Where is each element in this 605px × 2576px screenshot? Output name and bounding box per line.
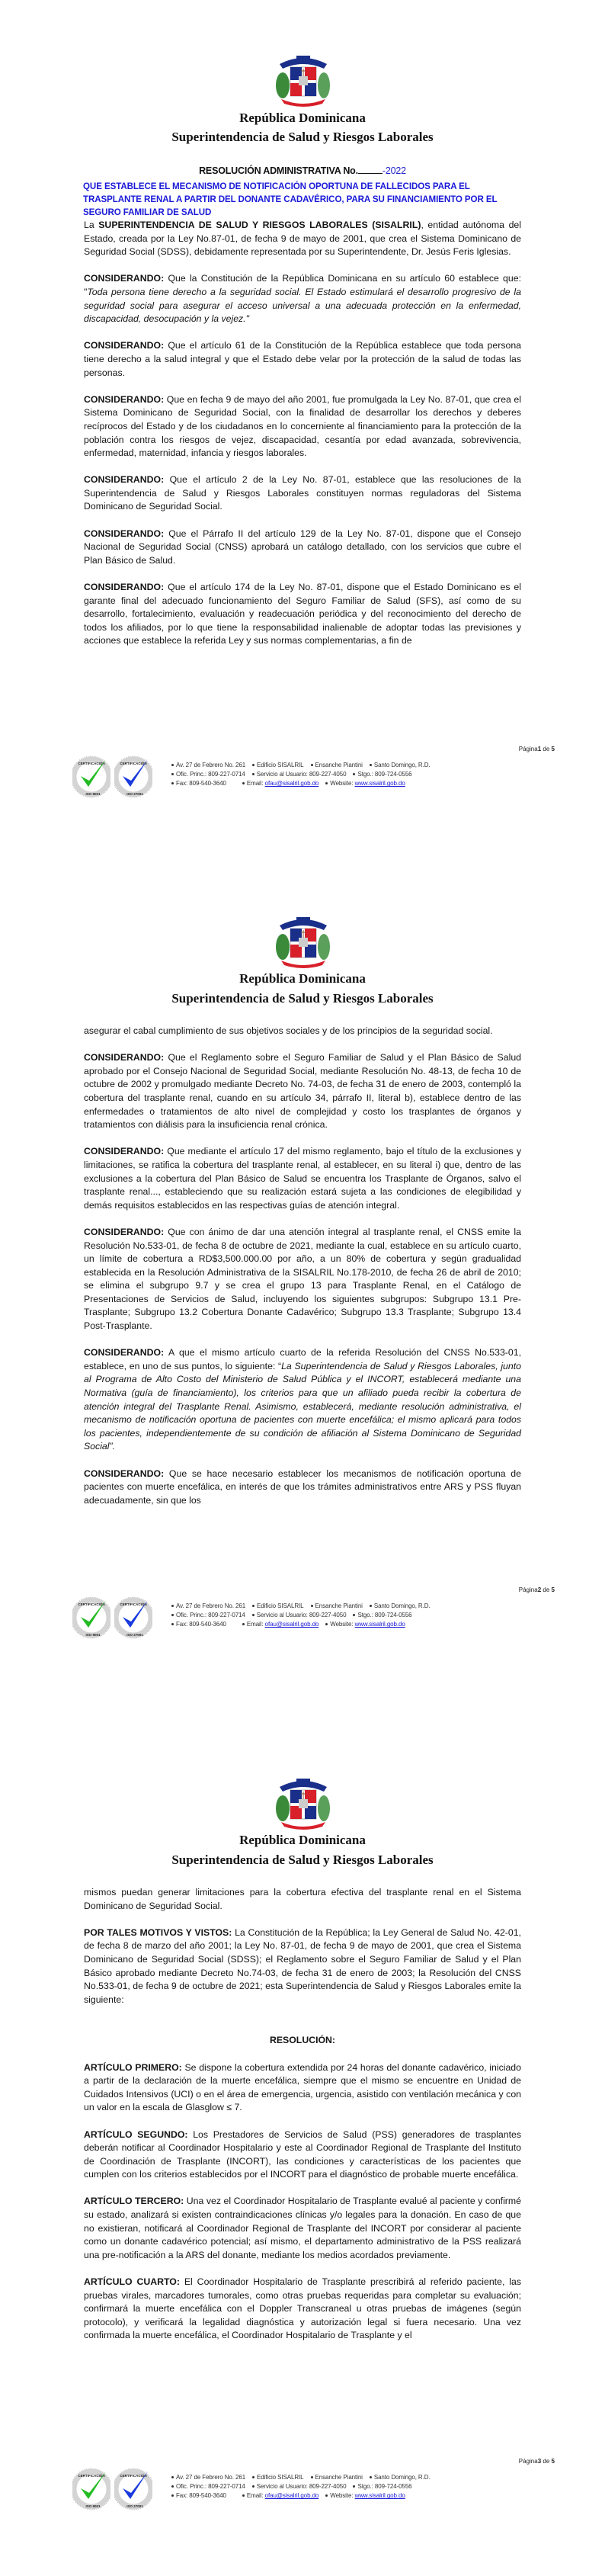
page-label-total: 5: [551, 1586, 555, 1593]
paragraph: [84, 393, 521, 460]
email-link[interactable]: ofau@sisalril.gob.do: [264, 780, 319, 788]
paragraph-lead: CONSIDERANDO:: [84, 528, 165, 539]
website-label: Website:: [330, 780, 355, 788]
country-title: República Dominicana: [239, 111, 366, 125]
svg-text:ISO 9001: ISO 9001: [85, 792, 101, 796]
iso-27001-seal-icon: [114, 755, 152, 799]
contact-item: Ensanche Piantini: [315, 762, 363, 768]
page-body: [84, 1025, 521, 1521]
svg-text:CERTIFICACIÓN: CERTIFICACIÓN: [120, 1602, 147, 1606]
page-number: [488, 1586, 555, 1593]
paragraph: [84, 2276, 521, 2343]
bullet-icon: [370, 1605, 372, 1607]
contact-item: Stgo.: 809-724-0556: [357, 2483, 412, 2491]
svg-text:CERTIFICACIÓN: CERTIFICACIÓN: [78, 762, 105, 765]
email-link[interactable]: ofau@sisalril.gob.do: [264, 1621, 319, 1628]
page-body: [84, 1886, 521, 2356]
page-footer: [72, 755, 560, 802]
iso-27001-seal-icon: [114, 1596, 152, 1640]
contact-info: [169, 2473, 565, 2501]
section-heading: RESOLUCIÓN:: [269, 2035, 336, 2046]
email-label: Email:: [246, 1621, 265, 1628]
paragraph-text: Que la Constitución de la República Dominicana en su artículo 60 establece que: ": [84, 273, 521, 297]
paragraph-text: , entidad autónoma del Estado, creada por la Ley No.87-01, de fecha 9 de mayo de 2001, que crea el Sistema Dominicano de Seguridad Social (SDSS), debidamente representada por su Superintendente, Dr. Jesús Feris Iglesias.: [84, 220, 521, 258]
contact-item: Ofic. Princ.: 809-227-0714: [176, 771, 245, 778]
paragraph-text: La Constitución de la República; la Ley General de Salud No. 42-01, de fecha 8 de marzo del año 2001; la Ley No. 87-01, de fecha 9 de mayo de 2001, que crea el Sistema Dominicano de Seguridad Social (SDSS); el Reglamento sobre el Seguro Familiar de Salud y el Plan Básico aprobado mediante Decreto No.74-03, de fecha 31 de enero de 2003; la Resolución del CNSS No.533-01, de fecha 9 de octubre de 2021; esta Superintendencia de Salud y Riesgos Laborales emite la siguiente:: [84, 1926, 521, 2005]
paragraph: [84, 581, 521, 648]
page-label-of: de: [543, 746, 550, 752]
paragraph: [84, 272, 521, 326]
paragraph: [84, 1886, 521, 1913]
bullet-icon: [171, 2476, 174, 2478]
email-label: Email:: [246, 780, 265, 788]
paragraph-lead: POR TALES MOTIVOS Y VISTOS:: [84, 1926, 232, 1938]
bullet-icon: [171, 773, 174, 775]
svg-text:CERTIFICACIÓN: CERTIFICACIÓN: [120, 2474, 147, 2478]
paragraph-text: Que se hace necesario establecer los mecanismos de notificación oportuna de pacientes con muerte encefálica, en interés de que los trámites administrativos entre ARS y PSS fluyan adecuadamente, sin que los: [84, 1468, 521, 1506]
paragraph: [84, 1926, 521, 2007]
paragraph-text: Se dispone la cobertura extendida por 24 horas del donante cadavérico, iniciado a partir de la declaración de la muerte encefálica, siempre que el mismo se encuentre en Unidad de Cuidados Intensivos (UCI) o en el área de emergencia, urgencia, asistido con ventilación mecánica y con un valor en la escala de Glasglow ≤ 7.: [84, 2061, 521, 2113]
paragraph-lead: CONSIDERANDO:: [84, 474, 165, 486]
country-title: República Dominicana: [239, 971, 366, 986]
bullet-icon: [242, 1623, 245, 1625]
paragraph-lead: CONSIDERANDO:: [84, 393, 165, 405]
website-link[interactable]: www.sisalril.gob.do: [354, 780, 405, 788]
bullet-icon: [171, 782, 174, 784]
organization-title: Superintendencia de Salud y Riesgos Laborales: [171, 991, 434, 1006]
paragraph-text: Que el Reglamento sobre el Seguro Familiar de Salud y el Plan Básico de Salud aprobado por el Consejo Nacional de Seguridad Social, mediante Resolución No. 48-13, de fecha 10 de octubre de 2002 y promulgado mediante Decreto No. 74-03, de fecha 31 de enero de 2003, contempló la cobertura del trasplante renal, cuando en su artículo 34, párrafo II, literal b), establece dentro de las enfermedades o tratamientos de alto nivel de complejidad y costo los trasplantes de órganos y tratamientos con diálisis para la insuficiencia renal crónica.: [84, 1052, 521, 1131]
svg-text:CERTIFICACIÓN: CERTIFICACIÓN: [78, 2474, 105, 2478]
paragraph: [84, 1145, 521, 1212]
document-page-1: [0, 0, 605, 808]
svg-text:ISO 9001: ISO 9001: [85, 1633, 101, 1637]
contact-item: Santo Domingo, R.D.: [373, 2474, 431, 2481]
paragraph-text: Que en fecha 9 de mayo del año 2001, fue promulgada la Ley No. 87-01, que crea el Sistema Dominicano de Seguridad Social, con la finalidad de desarrollar los derechos y deberes recíprocos del Estado y de los ciudadanos en lo concerniente al financiamiento para la protección de la población contra los riesgos de vejez, discapacidad, cesantía por edad avanzada, sobrevivencia, enfermedad, maternidad, infancia y riesgos laborales.: [84, 393, 521, 459]
paragraph-lead: ARTÍCULO CUARTO:: [84, 2276, 180, 2288]
page-number: [488, 2458, 555, 2465]
page-body: [84, 219, 521, 662]
paragraph-lead: CONSIDERANDO:: [84, 273, 165, 284]
paragraph: [84, 339, 521, 380]
bullet-icon: [171, 1623, 174, 1625]
page-label-total: 5: [551, 2458, 555, 2465]
paragraph: [84, 1025, 521, 1038]
bullet-icon: [252, 1614, 254, 1616]
contact-item: Ensanche Piantini: [315, 2474, 363, 2481]
coat-of-arms-icon: [272, 915, 335, 970]
email-link[interactable]: ofau@sisalril.gob.do: [264, 2492, 319, 2500]
contact-item: Servicio al Usuario: 809-227-4050: [256, 771, 347, 778]
paragraph-text: Que el Párrafo II del artículo 129 de la Ley No. 87-01, dispone que el Consejo Nacional de Seguridad Social (CNSS) aprobará un catálogo detallado, con los servicios que cubre el Plan Básico de Salud.: [84, 528, 521, 566]
email-label: Email:: [246, 2492, 265, 2500]
paragraph-lead: ARTÍCULO TERCERO:: [84, 2196, 184, 2207]
page-label-prefix: Página: [518, 1586, 538, 1593]
bullet-icon: [353, 1614, 355, 1616]
website-label: Website:: [330, 1621, 355, 1628]
bullet-icon: [252, 2485, 254, 2488]
paragraph-text: Toda persona tiene derecho a la seguridad social. El Estado estimulará el desarrollo progresivo de la seguridad social para asegurar el acceso universal a una adecuada protección en la enfermedad, discapacidad, desocupación y la vejez.": [84, 286, 521, 325]
paragraph-lead: CONSIDERANDO:: [84, 1052, 165, 1063]
bullet-icon: [325, 1623, 328, 1625]
paragraph-text: La Superintendencia de Salud y Riesgos Laborales, junto al Programa de Alto Costo del Ministerio de Salud Pública y el INCORT, establecerá mediante una Normativa (guía de financiamiento), los criterios para que un afiliado pueda recibir la cobertura de atención integral del Trasplante Renal. Asimismo, establecerá, mediante resolución administrativa, el mecanismo de notificación oportuna de pacientes con muerte encefálica; el mismo aplicará para todos los pacientes, independientemente de su condición de afiliación al Sistema Dominicano de Seguridad Social”.: [84, 1360, 521, 1452]
bullet-icon: [353, 773, 355, 775]
page-label-prefix: Página: [518, 746, 538, 752]
website-label: Website:: [330, 2492, 355, 2500]
page-label-current: 3: [537, 2458, 542, 2465]
svg-text:CERTIFICACIÓN: CERTIFICACIÓN: [78, 1602, 105, 1606]
paragraph-lead: SUPERINTENDENCIA DE SALUD Y RIESGOS LABORALES (SISALRIL): [98, 220, 421, 230]
contact-item: Av. 27 de Febrero No. 261: [176, 762, 246, 768]
paragraph: [84, 2195, 521, 2262]
organization-title: Superintendencia de Salud y Riesgos Laborales: [171, 1853, 434, 1867]
resolution-number: [0, 165, 605, 176]
contact-item: Servicio al Usuario: 809-227-4050: [256, 2483, 347, 2491]
paragraph-lead: CONSIDERANDO:: [84, 1347, 165, 1359]
coat-of-arms-icon: [272, 1776, 335, 1831]
paragraph: [84, 473, 521, 514]
paragraph-lead: CONSIDERANDO:: [84, 1146, 165, 1157]
website-link[interactable]: www.sisalril.gob.do: [354, 2492, 405, 2500]
paragraph-lead: CONSIDERANDO:: [84, 1468, 165, 1479]
contact-item: Santo Domingo, R.D.: [373, 762, 431, 768]
paragraph-lead: CONSIDERANDO:: [84, 340, 165, 351]
paragraph: [84, 2128, 521, 2182]
paragraph-text: Los Prestadores de Servicios de Salud (PSS) generadores de trasplantes deberán notificar al Coordinador Hospitalario y este al Coordinador Regional de Trasplante del Instituto de Coordinación de Trasplante (INCORT), las condiciones y características de los pacientes que cumplen con los criterios establecidos por el INCORT para el diagnóstico de probable muerte encefálica.: [84, 2128, 521, 2180]
paragraph-text: A que el mismo artículo cuarto de la referida Resolución del CNSS No.533-01, establece, en uno de sus puntos, lo siguiente: “: [84, 1347, 521, 1371]
resolution-number-label: RESOLUCIÓN ADMINISTRATIVA No.: [199, 165, 358, 176]
paragraph-lead: CONSIDERANDO:: [84, 1226, 165, 1237]
iso-9001-seal-icon: [72, 1596, 110, 1640]
bullet-icon: [171, 2485, 174, 2488]
bullet-icon: [242, 782, 245, 784]
paragraph-text: asegurar el cabal cumplimiento de sus objetivos sociales y de los principios de la seguridad social.: [84, 1025, 493, 1036]
bullet-icon: [242, 2494, 245, 2497]
bullet-icon: [171, 1605, 174, 1607]
website-link[interactable]: www.sisalril.gob.do: [354, 1621, 405, 1628]
page-label-of: de: [543, 1586, 550, 1593]
paragraph: [84, 1346, 521, 1454]
bullet-icon: [252, 773, 254, 775]
bullet-icon: [252, 2476, 254, 2478]
page-footer: [72, 1596, 560, 1643]
bullet-icon: [171, 2494, 174, 2497]
resolution-number-blank: [358, 165, 383, 174]
page-label-prefix: Página: [518, 2458, 538, 2465]
contact-item: Ofic. Princ.: 809-227-0714: [176, 1612, 245, 1619]
paragraph-text: Que el artículo 61 de la Constitución de la República establece que toda persona tiene derecho a la salud integral y que el Estado debe velar por la protección de la salud de todas las personas.: [84, 340, 521, 378]
svg-text:ISO 9001: ISO 9001: [85, 2504, 101, 2508]
page-footer: [72, 2467, 560, 2514]
contact-item: Av. 27 de Febrero No. 261: [176, 1602, 246, 1609]
paragraph: [84, 1051, 521, 1132]
bullet-icon: [311, 1605, 313, 1607]
paragraph: [84, 1468, 521, 1508]
bullet-icon: [171, 1614, 174, 1616]
contact-item: Edificio SISALRIL: [257, 762, 304, 768]
bullet-icon: [311, 2476, 313, 2478]
paragraph-text: Una vez el Coordinador Hospitalario de Trasplante evalué al paciente y confirmé su estado, analizará si existen contraindicaciones clínicas y/o legales para la donación. En caso de que no existieran, notificará al Coordinador Regional de Trasplante del INCORT por considerar al paciente como un donante cadavérico potencial; así mismo, el departamento administrativo de la PSS realizará una pre-notificación a la ARS del donante, mediante los medios acordados previamente.: [84, 2196, 521, 2260]
paragraph-text: Que mediante el artículo 17 del mismo reglamento, bajo el título de la exclusiones y limitaciones, se ratifica la cobertura del trasplante renal, al establecer, en su literal i) que, dentro de las exclusiones a la cobertura del Plan Básico de Salud se encuentra los Trasplante de Órganos, salvo el trasplante renal..., estableciendo que su realización estará sujeta a las condiciones de elegibilidad y demás requisitos establecidos en las respectivas guías de atención integral.: [84, 1146, 521, 1211]
paragraph-text: Que con ánimo de dar una atención integral al trasplante renal, el CNSS emite la Resolución No.533-01, de fecha 8 de octubre de 2021, mediante la cual, establece en su artículo cuarto, un límite de cobertura a RD$3,500.000.00 por año, a un 80% de cobertura y según gradualidad establecida en la Resolución Administrativa de la SISALRIL No.178-2010, de fecha 26 de abril de 2010; se elimina el subgrupo 9.7 y se crea el grupo 13 para Trasplante Renal, en el Catálogo de Presentaciones de Servicios de Salud, incluyendo los siguientes subgrupos: Subgrupo 13.1 Pre-Trasplante; Subgrupo 13.2 Cobertura Donante Cadavérico; Subgrupo 13.3 Trasplante; Subgrupo 13.4 Post-Trasplante.: [84, 1226, 521, 1332]
bullet-icon: [252, 764, 254, 766]
paragraph-text: La: [84, 220, 99, 230]
contact-item: Stgo.: 809-724-0556: [357, 1612, 412, 1619]
paragraph: [84, 219, 521, 259]
resolution-year: -2022: [382, 165, 406, 176]
iso-9001-seal-icon: [72, 755, 110, 799]
paragraph-text: mismos puedan generar limitaciones para la cobertura efectiva del trasplante renal en el Sistema Dominicano de Seguridad Social.: [84, 1887, 521, 1911]
bullet-icon: [171, 764, 174, 766]
page-label-current: 1: [537, 746, 542, 752]
bullet-icon: [353, 2485, 355, 2488]
contact-info: [169, 1602, 565, 1630]
contact-item: Ofic. Princ.: 809-227-0714: [176, 2483, 245, 2491]
paragraph-text: El Coordinador Hospitalario de Trasplante prescribirá al referido paciente, las pruebas virales, marcadores tumorales, como otras pruebas requeridas para completar su evaluación; confirmará la muerte encefálica con el Doppler Transcraneal u otras pruebas de imágenes (según protocolo), y verificará la legalidad diagnóstica y autorización legal si fuera necesario. Una vez confirmada la muerte encefálica, el Coordinador Hospitalario de Trasplante y el: [84, 2276, 521, 2341]
organization-title: Superintendencia de Salud y Riesgos Laborales: [171, 130, 434, 144]
contact-item: Ensanche Piantini: [315, 1602, 363, 1609]
svg-text:ISO 27001: ISO 27001: [126, 1633, 143, 1637]
svg-text:CERTIFICACIÓN: CERTIFICACIÓN: [120, 762, 147, 765]
bullet-icon: [370, 764, 372, 766]
page-label-of: de: [543, 2458, 550, 2465]
bullet-icon: [325, 782, 328, 784]
fax-number: Fax: 809-540-3640: [176, 2492, 226, 2500]
page-number: [488, 746, 555, 752]
paragraph: [84, 1226, 521, 1333]
bullet-icon: [325, 2494, 328, 2497]
paragraph: [84, 2061, 521, 2115]
paragraph-text: Que el artículo 174 de la Ley No. 87-01, dispone que el Estado Dominicano es el garante final del adecuado funcionamiento del Seguro Familiar de Salud (SFS), así como de su desarrollo, fortalecimiento, evaluación y readecuación periódica y del reconocimiento del derecho de todos los afiliados, por lo que tiene la responsabilidad inalienable de adoptar todas las previsiones y acciones que establece la referida Ley y sus normas complementarias, a fin de: [84, 582, 521, 646]
bullet-icon: [311, 764, 313, 766]
paragraph-text: Que el artículo 2 de la Ley No. 87-01, establece que las resoluciones de la Superintendencia de Salud y Riesgos Laborales constituyen normas reguladoras del Sistema Dominicano de Seguridad Social.: [84, 474, 521, 512]
bullet-icon: [370, 2476, 372, 2478]
iso-9001-seal-icon: [72, 2467, 110, 2511]
page-label-current: 2: [537, 1586, 542, 1593]
iso-27001-seal-icon: [114, 2467, 152, 2511]
bullet-icon: [252, 1605, 254, 1607]
resolution-subject: QUE ESTABLECE EL MECANISMO DE NOTIFICACIÓN OPORTUNA DE FALLECIDOS PARA EL TRASPLANTE RENAL A PARTIR DEL DONANTE CADAVÉRICO, PARA SU FINANCIAMIENTO POR EL SEGURO FAMILIAR DE SALUD: [83, 181, 498, 217]
contact-item: Servicio al Usuario: 809-227-4050: [256, 1612, 347, 1619]
contact-item: Av. 27 de Febrero No. 261: [176, 2474, 246, 2481]
page-label-total: 5: [551, 746, 555, 752]
svg-text:ISO 27001: ISO 27001: [126, 792, 143, 796]
country-title: República Dominicana: [239, 1833, 366, 1847]
coat-of-arms-icon: [272, 53, 335, 108]
svg-text:ISO 27001: ISO 27001: [126, 2504, 143, 2508]
fax-number: Fax: 809-540-3640: [176, 1621, 226, 1628]
paragraph-lead: ARTÍCULO SEGUNDO:: [84, 2128, 188, 2140]
contact-item: Santo Domingo, R.D.: [373, 1602, 431, 1609]
contact-item: Edificio SISALRIL: [257, 2474, 304, 2481]
fax-number: Fax: 809-540-3640: [176, 780, 226, 788]
contact-item: Stgo.: 809-724-0556: [357, 771, 412, 778]
paragraph: [84, 528, 521, 568]
document-page-2: [0, 860, 605, 1668]
document-page-3: [0, 1721, 605, 2529]
paragraph-lead: CONSIDERANDO:: [84, 582, 165, 593]
contact-info: [169, 761, 565, 789]
contact-item: Edificio SISALRIL: [257, 1602, 304, 1609]
paragraph-lead: ARTÍCULO PRIMERO:: [84, 2061, 182, 2073]
